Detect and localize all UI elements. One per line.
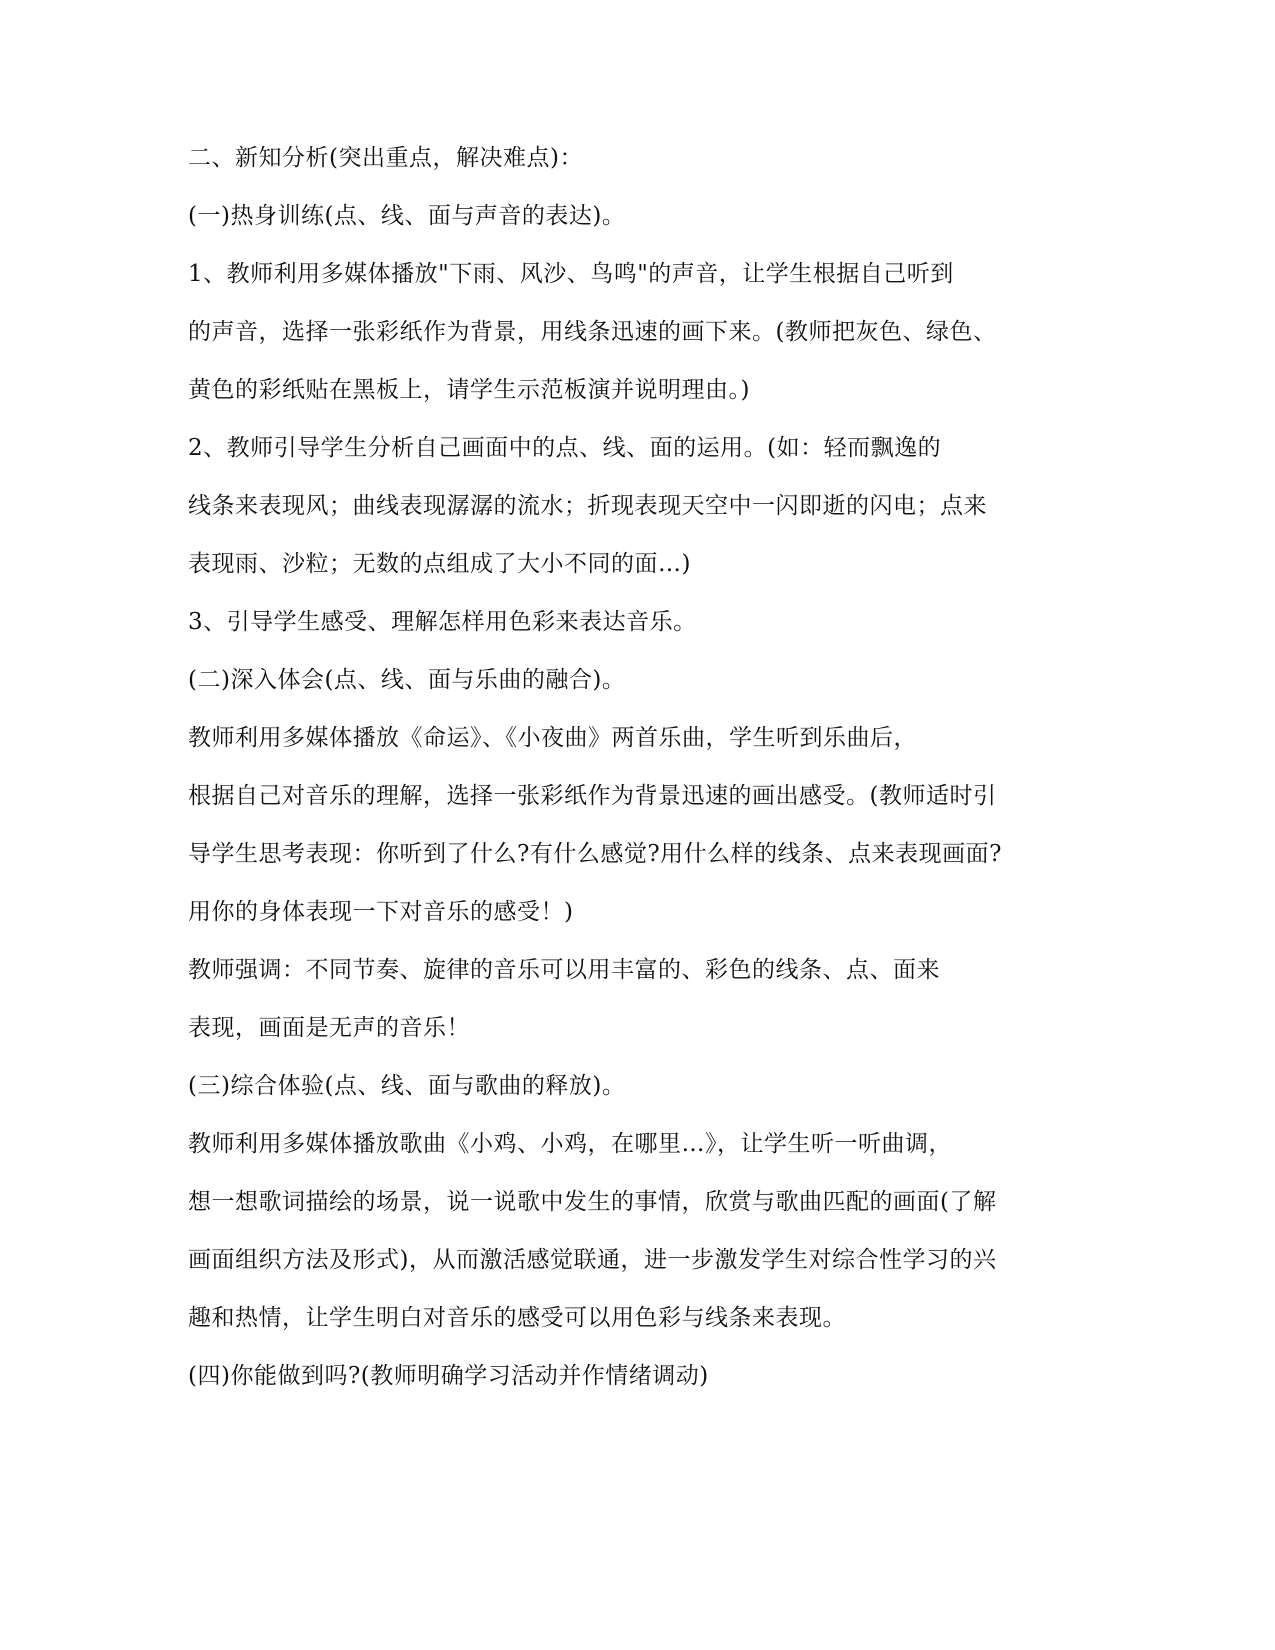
paragraph-line: 1、教师利用多媒体播放"下雨、风沙、鸟鸣"的声音，让学生根据自己听到: [188, 261, 954, 287]
paragraph-line: 的声音，选择一张彩纸作为背景，用线条迅速的画下来。(教师把灰色、绿色、: [188, 319, 997, 345]
paragraph-line: 教师利用多媒体播放歌曲《小鸡、小鸡，在哪里…》，让学生听一听曲调，: [188, 1131, 952, 1157]
paragraph-line: 趣和热情，让学生明白对音乐的感受可以用色彩与线条来表现。: [188, 1305, 846, 1331]
paragraph-line: 导学生思考表现：你听到了什么?有什么感觉?用什么样的线条、点来表现画面?: [188, 841, 1002, 867]
subsection-heading-can-you-do-it: (四)你能做到吗?(教师明确学习活动并作情绪调动): [188, 1363, 709, 1389]
paragraph-line: 用你的身体表现一下对音乐的感受！): [188, 899, 574, 925]
paragraph-line: 3、引导学生感受、理解怎样用色彩来表达音乐。: [188, 609, 697, 635]
paragraph-line: 教师利用多媒体播放《命运》、《小夜曲》两首乐曲，学生听到乐曲后，: [188, 725, 917, 751]
section-heading-new-knowledge: 二、新知分析(突出重点，解决难点)：: [188, 145, 583, 171]
paragraph-line: 画面组织方法及形式)，从而激活感觉联通，进一步激发学生对综合性学习的兴: [188, 1247, 997, 1273]
subsection-heading-warmup: (一)热身训练(点、线、面与声音的表达)。: [188, 203, 626, 229]
paragraph-line: 根据自己对音乐的理解，选择一张彩纸作为背景迅速的画出感受。(教师适时引: [188, 783, 997, 809]
subsection-heading-comprehensive: (三)综合体验(点、线、面与歌曲的释放)。: [188, 1073, 626, 1099]
paragraph-line: 教师强调：不同节奏、旋律的音乐可以用丰富的、彩色的线条、点、面来: [188, 957, 940, 983]
paragraph-line: 表现，画面是无声的音乐！: [188, 1015, 470, 1041]
paragraph-line: 想一想歌词描绘的场景，说一说歌中发生的事情，欣赏与歌曲匹配的画面(了解: [188, 1189, 997, 1215]
subsection-heading-deep-experience: (二)深入体会(点、线、面与乐曲的融合)。: [188, 667, 626, 693]
paragraph-line: 表现雨、沙粒；无数的点组成了大小不同的面…): [188, 551, 691, 577]
paragraph-line: 黄色的彩纸贴在黑板上，请学生示范板演并说明理由。): [188, 377, 750, 403]
paragraph-line: 2、教师引导学生分析自己画面中的点、线、面的运用。(如：轻而飘逸的: [188, 435, 942, 461]
paragraph-line: 线条来表现风；曲线表现潺潺的流水；折现表现天空中一闪即逝的闪电；点来: [188, 493, 987, 519]
